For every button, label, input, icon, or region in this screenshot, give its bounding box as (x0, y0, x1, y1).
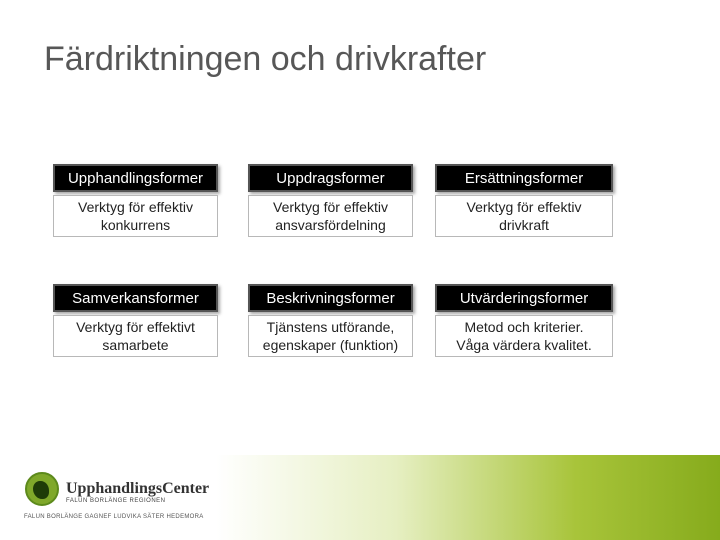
logo-subtitle: FALUN BORLÄNGE REGIONEN (66, 498, 166, 504)
box-header: Samverkansformer (53, 284, 218, 312)
box-header: Upphandlingsformer (53, 164, 218, 192)
box-header: Utvärderingsformer (435, 284, 613, 312)
logo-map-icon (33, 481, 49, 499)
logo-municipalities: FALUN BORLÄNGE GAGNEF LUDVIKA SÄTER HEDEMORA (24, 514, 204, 520)
box-description: Metod och kriterier. Våga värdera kvalitet. (435, 315, 613, 357)
box-header: Beskrivningsformer (248, 284, 413, 312)
box-beskrivningsformer (248, 284, 413, 357)
box-header: Ersättningsformer (435, 164, 613, 192)
box-utvarderingsformer (435, 284, 613, 357)
box-description: Verktyg för effektiv drivkraft (435, 195, 613, 237)
box-header: Uppdragsformer (248, 164, 413, 192)
box-description: Verktyg för effektiv konkurrens (53, 195, 218, 237)
box-description: Tjänstens utförande, egenskaper (funktion) (248, 315, 413, 357)
slide-title: Färdriktningen och drivkrafter (44, 40, 487, 78)
logo-name: UpphandlingsCenter (66, 480, 210, 497)
box-samverkansformer (53, 284, 218, 357)
box-uppdragsformer (248, 164, 413, 237)
box-description: Verktyg för effektivt samarbete (53, 315, 218, 357)
box-upphandlingsformer (53, 164, 218, 237)
box-description: Verktyg för effektiv ansvarsfördelning (248, 195, 413, 237)
box-ersattningsformer (435, 164, 613, 237)
